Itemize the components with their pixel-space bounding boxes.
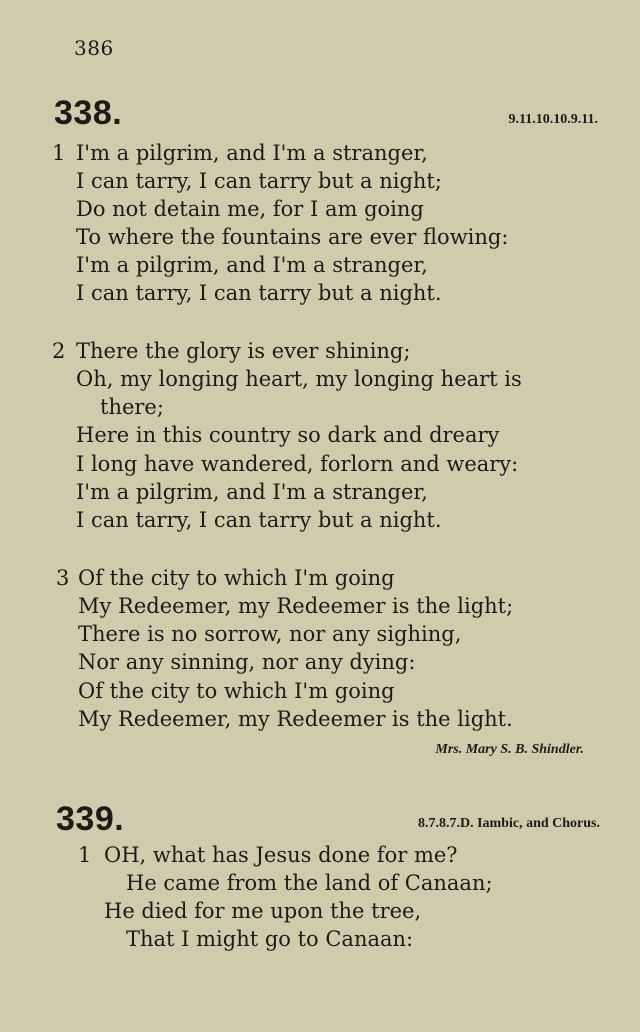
verse-line: To where the fountains are ever flowing:: [76, 225, 509, 249]
verse-line: I can tarry, I can tarry but a night;: [76, 169, 442, 193]
verse-line: My Redeemer, my Redeemer is the light.: [78, 707, 513, 731]
page-number: 386: [74, 36, 114, 60]
verse-line: Of the city to which I'm going: [78, 566, 395, 590]
hymn-meter: 9.11.10.10.9.11.: [508, 112, 598, 127]
verse-line: OH, what has Jesus done for me?: [104, 843, 458, 867]
verse-line: He came from the land of Canaan;: [126, 871, 493, 895]
verse-line: I can tarry, I can tarry but a night.: [76, 508, 442, 532]
hymn-number: 338.: [54, 94, 123, 132]
verse-line: I long have wandered, forlorn and weary:: [76, 452, 519, 476]
verse-line: Here in this country so dark and dreary: [76, 423, 500, 447]
verse-line: My Redeemer, my Redeemer is the light;: [78, 594, 514, 618]
verse-line: Do not detain me, for I am going: [76, 197, 424, 221]
verse-number: 3: [56, 566, 70, 590]
verse-line: Nor any sinning, nor any dying:: [78, 650, 416, 674]
verse-line: Oh, my longing heart, my longing heart is: [76, 367, 522, 391]
verse-line: There is no sorrow, nor any sighing,: [78, 622, 462, 646]
hymn-number: 339.: [56, 800, 125, 838]
verse-line: I'm a pilgrim, and I'm a stranger,: [76, 480, 428, 504]
verse-line: He died for me upon the tree,: [104, 899, 422, 923]
verse-line: there;: [100, 395, 164, 419]
verse-line: I can tarry, I can tarry but a night.: [76, 281, 442, 305]
hymn-meter: 8.7.8.7.D. Iambic, and Chorus.: [417, 816, 600, 831]
verse-number: 1: [52, 141, 66, 165]
verse-line: I'm a pilgrim, and I'm a stranger,: [76, 141, 428, 165]
verse-line: Of the city to which I'm going: [78, 679, 395, 703]
verse-line: There the glory is ever shining;: [76, 339, 411, 363]
author-attribution: Mrs. Mary S. B. Shindler.: [435, 742, 584, 757]
verse-line: That I might go to Canaan:: [126, 927, 414, 951]
verse-number: 1: [78, 843, 92, 867]
verse-number: 2: [52, 339, 66, 363]
verse-line: I'm a pilgrim, and I'm a stranger,: [76, 253, 428, 277]
